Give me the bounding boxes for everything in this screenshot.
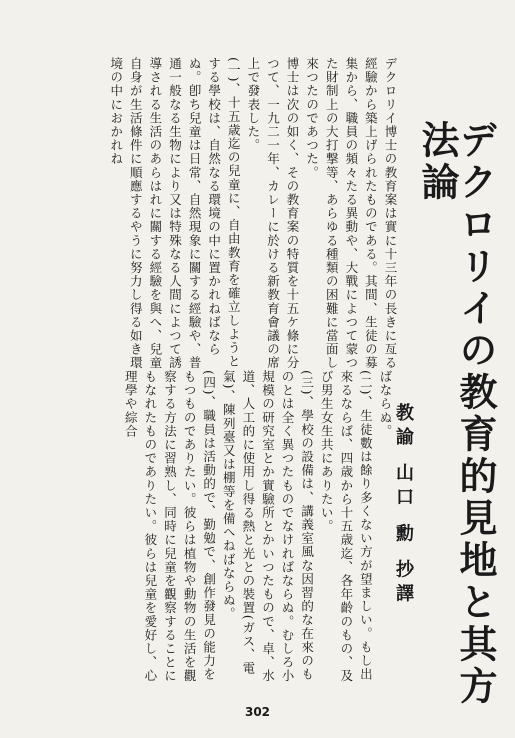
page-number: 302 xyxy=(244,705,271,719)
body-text-lower: ばならぬ。 (二)、生徒數は餘り多くない方が望ましい。もし出來るならば、四歳から十五歳迄、各年齡のもの、及び男生女生共にありたい。 (三)、學校の設備は、講義室風な因習的な在來のものとは全く異つたものでなければならぬ。むしろ小規模の研究室とか實驗所とかいつたもので、卓、水道、人工的に使用し得る熱と光との裝置(ガス、電氣)、陳列臺又は棚等を備へねばならぬ。 (四)、職員は活動的で、勤勉で、創作發見の能力をもつものでありたい。彼らは植物や動物の生活を觀察する方法に習熟し、同時に兒童を觀察することにもなれたものでありたい。彼らは兒童を愛好し、心理學や綜合 xyxy=(123,370,393,683)
article-title: デクロリイの教育的見地と其方法論 xyxy=(415,120,498,708)
body-text-upper: デクロリイ博士の教育案は實に十三年の長きに亙る經驗から築上げられたものである。其間、生徒の募集から、職員の頻々たる異動や、大戰によつて蒙つた財制上の大打撃等、あらゆる種類の困難に當面し來つたのであつた。 博士は次の如く、その教育案の特質を十五ケ條に分つて、一九二一年、カレーに於ける新教育會議の席上で發表した。 (一)、十五歳迄の兒童に、自由教育を確立しようとする學校は、自然なる環境の中に置かれねばならぬ。卽ち兒童は日常、自然現象に關する經驗や、普通一般なる生物により又は特殊なる人間によつて誘導される生活のあらはれに關する經驗を與へ、兒童自身が生活條件に順應するやうに努力し得る如き環境の中におかれね xyxy=(108,57,398,370)
article-author: 教諭 山口 勳 抄譯 xyxy=(393,403,414,608)
